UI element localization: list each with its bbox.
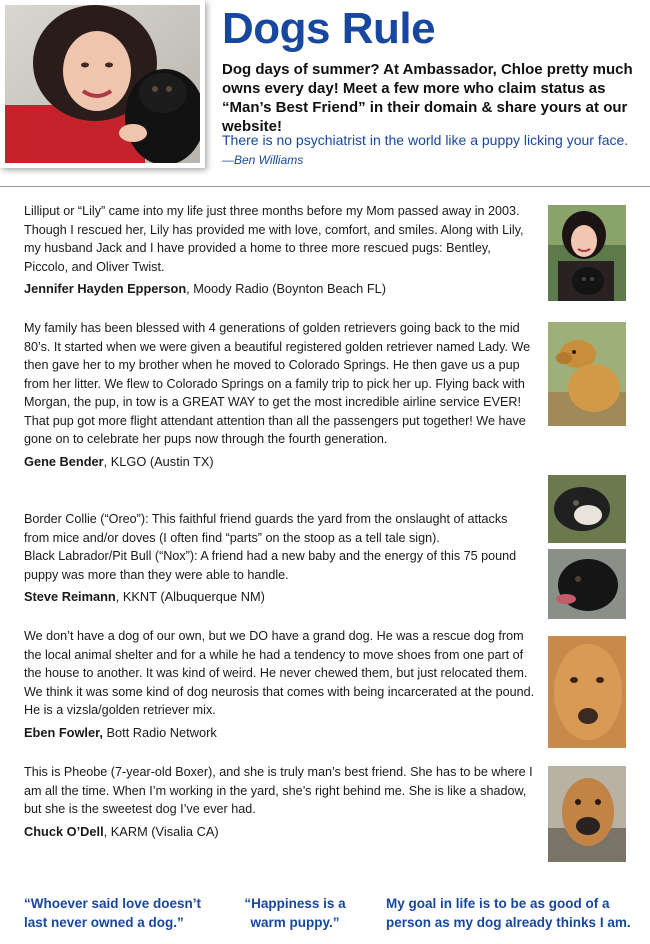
story-lily: [24, 202, 536, 299]
intro-text: Dog days of summer? At Ambassador, Chloe pretty much owns every day! Meet a few more who claim status as “Man’s Best Friend” in their domain & share yours at our website!: [222, 61, 633, 135]
story-byline: [24, 453, 536, 472]
story-grand-dog: [24, 627, 536, 742]
header-quote-text: There is no psychiatrist in the world like a puppy licking your face.: [222, 132, 629, 148]
bottom-quote-happiness: “Happiness is a warm puppy.”: [244, 896, 346, 930]
hero-photo-frame: [0, 0, 205, 168]
byline-affiliation: , KLGO (Austin TX): [103, 453, 214, 469]
border-collie-photo: [548, 475, 626, 543]
story-byline: [24, 280, 536, 299]
byline-affiliation: , KKNT (Albuquerque NM): [115, 589, 265, 604]
story-text: We don’t have a dog of our own, but we DO have a grand dog. He was a rescue dog from the local animal shelter and for a while he had a tendency to move shoes from one part of the house to another. It was kind of weird. He never chewed them, but just relocated them. We think it was some kind of dog neurosis that comes with being incarcerated at the pound. He is a vizsla/golden retriever mix.: [24, 629, 535, 717]
story-byline: [24, 588, 536, 607]
header-divider: [0, 186, 650, 187]
story-text: Black Labrador/Pit Bull (“Nox”): A friend had a new baby and the energy of this 75 pound puppy was more than they were able to handle.: [24, 549, 517, 582]
story-byline: [24, 724, 536, 743]
story-pheobe: [24, 763, 536, 841]
page-title: Dogs Rule: [222, 4, 436, 53]
byline-affiliation: , Moody Radio (Boynton Beach FL): [186, 281, 387, 296]
byline-name: Gene Bender: [24, 453, 104, 469]
story-text: Border Collie (“Oreo”): This faithful friend guards the yard from the onslaught of attacks from mice and/or doves (I often find “parts” on the stoop as a tell tale sign).: [24, 512, 508, 545]
story-oreo-nox: [24, 510, 536, 607]
story-byline: [24, 823, 536, 842]
byline-name: Chuck O’Dell: [24, 823, 104, 839]
story-text: This is Pheobe (7-year-old Boxer), and she is truly man’s best friend. She has to be where I am all the time. When I’m working in the yard, she’s right behind me. She is like a shadow, but she is the sweetest dog I’ve ever had.: [24, 765, 533, 816]
woman-with-dog-photo: [5, 5, 200, 163]
boxer-photo: [548, 766, 626, 862]
vizsla-mix-photo: [548, 636, 626, 748]
bottom-quote-goal: My goal in life is to be as good of a person as my dog already thinks I am.: [386, 896, 631, 930]
byline-name: Steve Reimann: [24, 589, 116, 604]
pug-owner-photo: [548, 205, 626, 301]
story-text: My family has been blessed with 4 generations of golden retrievers going back to the mid 80’s. It started when we were given a beautiful registered golden retriever named Lady. We then gave her to my brother when he moved to Colorado Springs. He then gave us a pup from her litter. We flew to Colorado Springs on a family trip to pick her up. Flying back with Morgan, the pup, in tow is a GREAT WAY to get the most incredible airline service EVER! That pup got more flight attendant attention than all the passengers put together! We have gone on to celebrate her pups now through the fourth generation.: [24, 321, 531, 446]
bottom-quote-love: “Whoever said love doesn’t last never owned a dog.”: [24, 896, 202, 930]
story-golden-retrievers: [24, 319, 536, 471]
header-quote: [222, 131, 642, 170]
story-text: Lilliput or “Lily” came into my life just three months before my Mom passed away in 2003. Though I rescued her, Lily has provided me with love, comfort, and smiles. Along with Lily, my husband Jack and I have provided a home to three more rescued pugs: Bentley, Piccolo, and Oliver Twist.: [24, 204, 524, 274]
black-labrador-photo: [548, 549, 626, 619]
byline-affiliation: , KARM (Visalia CA): [103, 823, 219, 839]
byline-name: Jennifer Hayden Epperson: [24, 281, 187, 296]
byline-affiliation: Bott Radio Network: [102, 724, 217, 740]
golden-retriever-photo: [548, 322, 626, 426]
header-quote-author: —Ben Williams: [222, 153, 304, 167]
byline-name: Eben Fowler,: [24, 724, 103, 740]
